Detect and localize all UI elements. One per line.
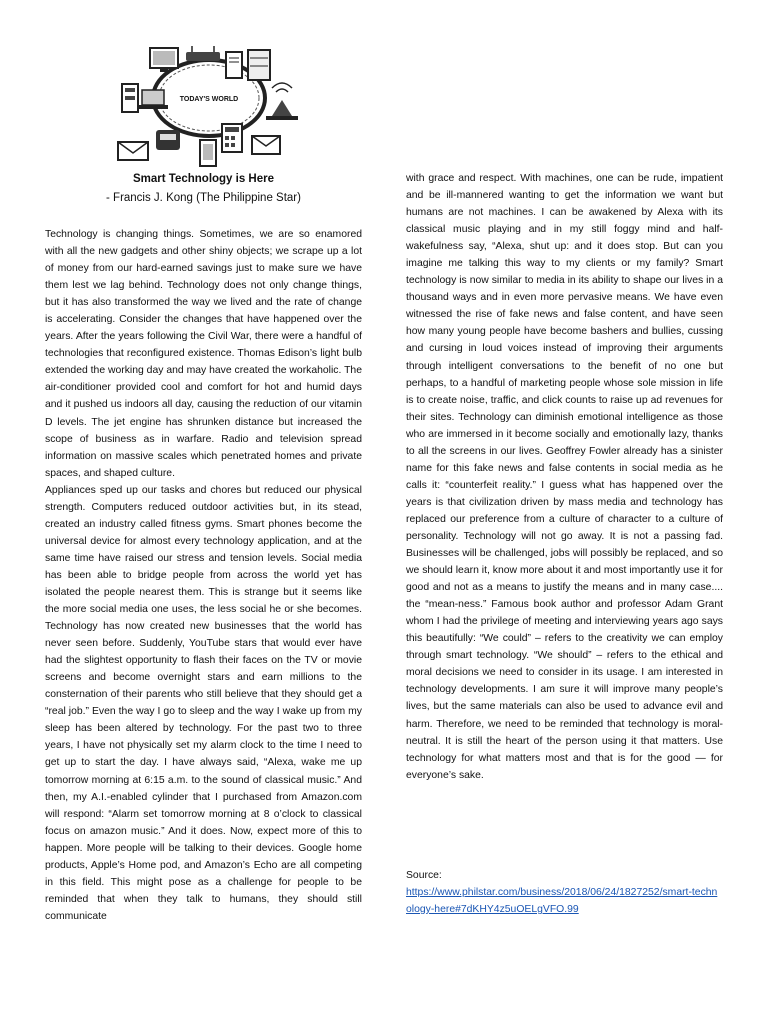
left-column (45, 226, 362, 925)
laptop-icon (138, 90, 168, 109)
monitor-icon (150, 48, 178, 72)
paragraph: Appliances sped up our tasks and chores but reduced our physical strength. Computers reduced outdoor activities but, in its stead, created an industry called fitness gyms. Smart phones become the universal device for almost every technology application, and at the same time have raised our stress and tension levels. Social media has been able to bridge people from across the world yet has isolated the people nearest them. This is strange but it seems like the more social media one uses, the less social he or she becomes. Technology has now created new businesses that the world has never seen before. Suddenly, YouTube stars that would ever have had the slightest opportunity to flash their faces on the TV or movie screens and become overnight stars and earn millions to the consternation of their parents who still believe that they should get a “real job.” Even the way I go to sleep and the way I wake up from my sleep has been altered by technology. For the past two to three years, I have not physically set my alarm clock to the time I need to get up to start the day. I have always said, “Alexa, wake me up tomorrow morning at 6:15 a.m. to the sound of classical music.” And then, my A.I.-enabled cylinder that I purchased from Amazon.com will respond: “Alarm set tomorrow morning at 8 o’clock to classical focus on amazon music.” And it does. Now, expect more of this to happen. More people will be talking to their devices. Google home products, Apple’s Home pod, and Amazon’s Echo are all competing in this field. This might pose as a challenge for people to be reminded that when they talk to humans, they should still communicate (45, 484, 362, 922)
tablet-icon (200, 140, 216, 166)
logo-text: TODAY'S WORLD (179, 96, 239, 103)
server-icon (248, 50, 270, 80)
wifi-antenna-icon (266, 83, 298, 120)
phone-icon (156, 130, 180, 150)
source-label: Source: (406, 870, 442, 881)
desktop-pc-icon (122, 84, 138, 112)
source-block (406, 867, 723, 918)
router-icon (186, 46, 220, 61)
paragraph: Technology is changing things. Sometimes, we are so enamored with all the new gadgets and other shiny objects; we scrape up a lot of money from our hard‐earned savings just to make sure we have them lest we lag behind. Technology does not only change things, but it has also transformed the way we lived and the rate of change is accelerating. Consider the changes that have happened over the years. After the years following the Civil War, there were a handful of technologies that reconfigured existence. Thomas Edison’s light bulb extended the working day and may have created the workaholic. The air-conditioner provided cool and comfort for hot and humid days and it pushed us indoors all day, causing the reduction of our vitamin D levels. The jet engine has shrunken distance but increased the scope of business as in warfare. Radio and television spread information on massive scales which penetrated homes and private spaces, and shaped culture. (45, 229, 362, 479)
envelope-icon (118, 142, 148, 160)
calculator-icon (222, 124, 242, 152)
todays-world-logo (112, 46, 306, 170)
right-column (406, 170, 723, 784)
article-title: Smart Technology is Here (132, 173, 275, 185)
computer-tower-icon (226, 52, 242, 78)
paragraph: with grace and respect. With machines, one can be rude, impatient and be ill-mannered wanting to get the information we want but humans are not machines. I can be awakened by Alexa with its classical music playing and in my still foggy mind and half-wakefulness say, “Alexa, shut up: and it does stop. But can you imagine me talking this way to my clients or my family? Smart technology is now similar to media in its ability to shape our lives in a thousand ways and in even more pervasive means. We have even witnessed the rise of fake news and false content, and have seen how many young people have become bashers and bullies, cussing and cursing in loud voices instead of improving their arguments through intelligent conversations to the benefit of no one but perhaps, to a handful of marketing people whose sole mission in life is to create noise, traffic, and click counts to raise up ad revenues for their sites. Technology can diminish emotional intelligence as those who are immersed in it become socially and emotionally lazy, thanks to all the screens in our lives. Geoffrey Fowler already has a sinister name for this fake news and false contents in social media as he calls it: “counterfeit reality.” I guess what has happened over the years is that civilization driven by mass media and technology has replaced our preference from a culture of character to a culture of personality. Technology will not go away. It is not a passing fad. Businesses will be challenged, jobs will possibly be replaced, and so we should learn it, know more about it and most importantly use it for good and not as a means to justify the means and in many case.... the “mean-ness.” Famous book author and professor Adam Grant whom I had the privilege of meeting and interviewing years ago says this beautifully: “We could” – refers to the creativity we can employ through smart technology. “We should” – refers to the ethical and moral decisions we need to consider in its usage. I am interested in technology developments. I am sure it will improve many people’s lives, but the same materials can also be used to advance evil and harm. Therefore, we need to be reminded that technology is moral-neutral. It is still the heart of the person using it that matters. Use technology for what matters most and that is for the good — for everyone’s sake. (406, 173, 723, 781)
article-byline: - Francis J. Kong (The Philippine Star) (106, 192, 301, 204)
envelope-icon (252, 136, 280, 154)
source-link[interactable]: https://www.philstar.com/business/2018/06/24/1827252/smart-technology-here#7dKHY4z5uOELgVFO.99 (406, 887, 718, 916)
article-header (45, 170, 362, 208)
